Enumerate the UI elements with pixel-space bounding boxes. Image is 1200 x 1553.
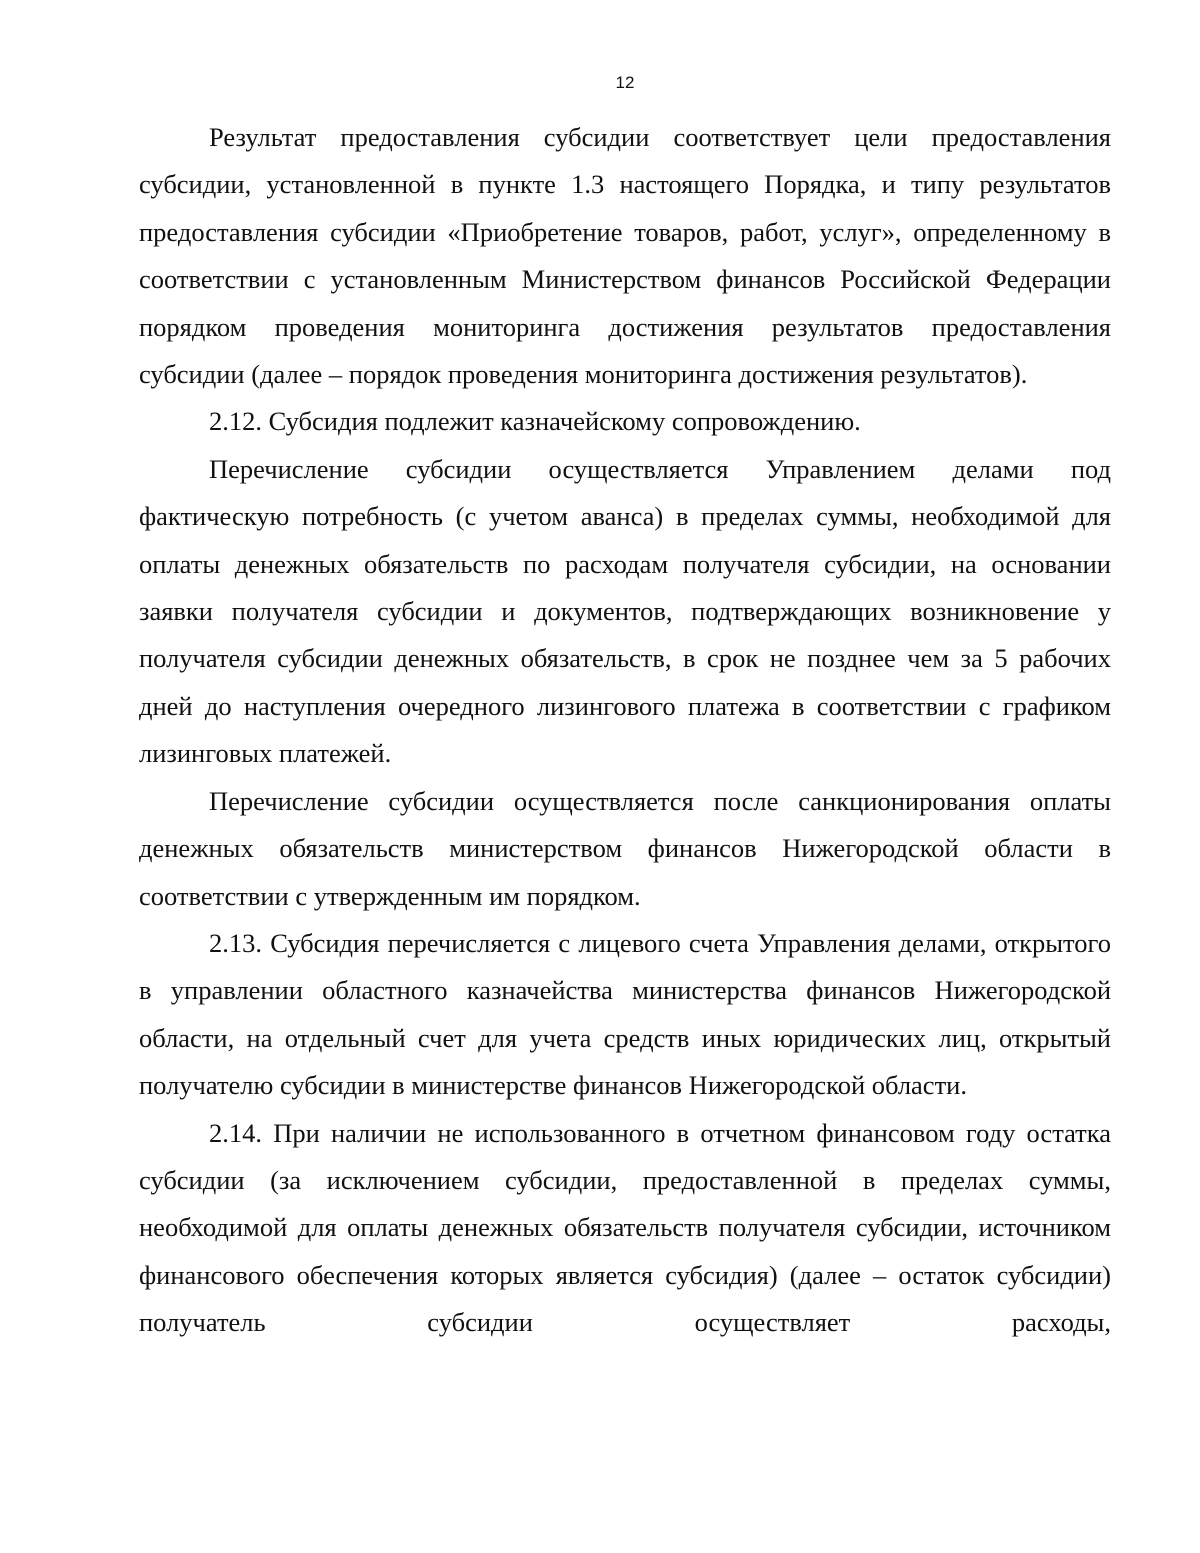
paragraph-2-14: 2.14. При наличии не использованного в отчетном финансовом году остатка субсидии (за исключением субсидии, предоставленной в пределах суммы, необходимой для оплаты денежных обязательств получателя субсидии, источником финансового обеспечения которых является субсидия) (далее – остаток субсидии) получатель субсидии осуществляет расходы, <box>139 1117 1111 1338</box>
paragraph-transfer-need: Перечисление субсидии осуществляется Управлением делами под фактическую потребность (с учетом аванса) в пределах суммы, необходимой для оплаты денежных обязательств по расходам получателя субсидии, на основании заявки получателя субсидии и документов, подтверждающих возникновение у получателя субсидии денежных обязательств, в срок не позднее чем за 5 рабочих дней до наступления очередного лизингового платежа в соответствии с графиком лизинговых платежей. <box>139 453 1111 769</box>
paragraph-2-13: 2.13. Субсидия перечисляется с лицевого счета Управления делами, открытого в управлении областного казначейства министерства финансов Нижегородской области, на отдельный счет для учета средств иных юридических лиц, открытый получателю субсидии в министерстве финансов Нижегородской области. <box>139 927 1111 1101</box>
page-number: 12 <box>615 73 635 92</box>
paragraph-result: Результат предоставления субсидии соответствует цели предоставления субсидии, установленной в пункте 1.3 настоящего Порядка, и типу результатов предоставления субсидии «Приобретение товаров, работ, услуг», определенному в соответствии с установленным Министерством финансов Российской Федерации порядком проведения мониторинга достижения результатов предоставления субсидии (далее – порядок проведения мониторинга достижения результатов). <box>139 122 1111 390</box>
paragraph-transfer-authorization: Перечисление субсидии осуществляется после санкционирования оплаты денежных обязательств министерством финансов Нижегородской области в соответствии с утвержденным им порядком. <box>139 785 1111 911</box>
document-body <box>139 114 1111 1347</box>
paragraph-2-12: 2.12. Субсидия подлежит казначейскому сопровождению. <box>209 406 861 437</box>
